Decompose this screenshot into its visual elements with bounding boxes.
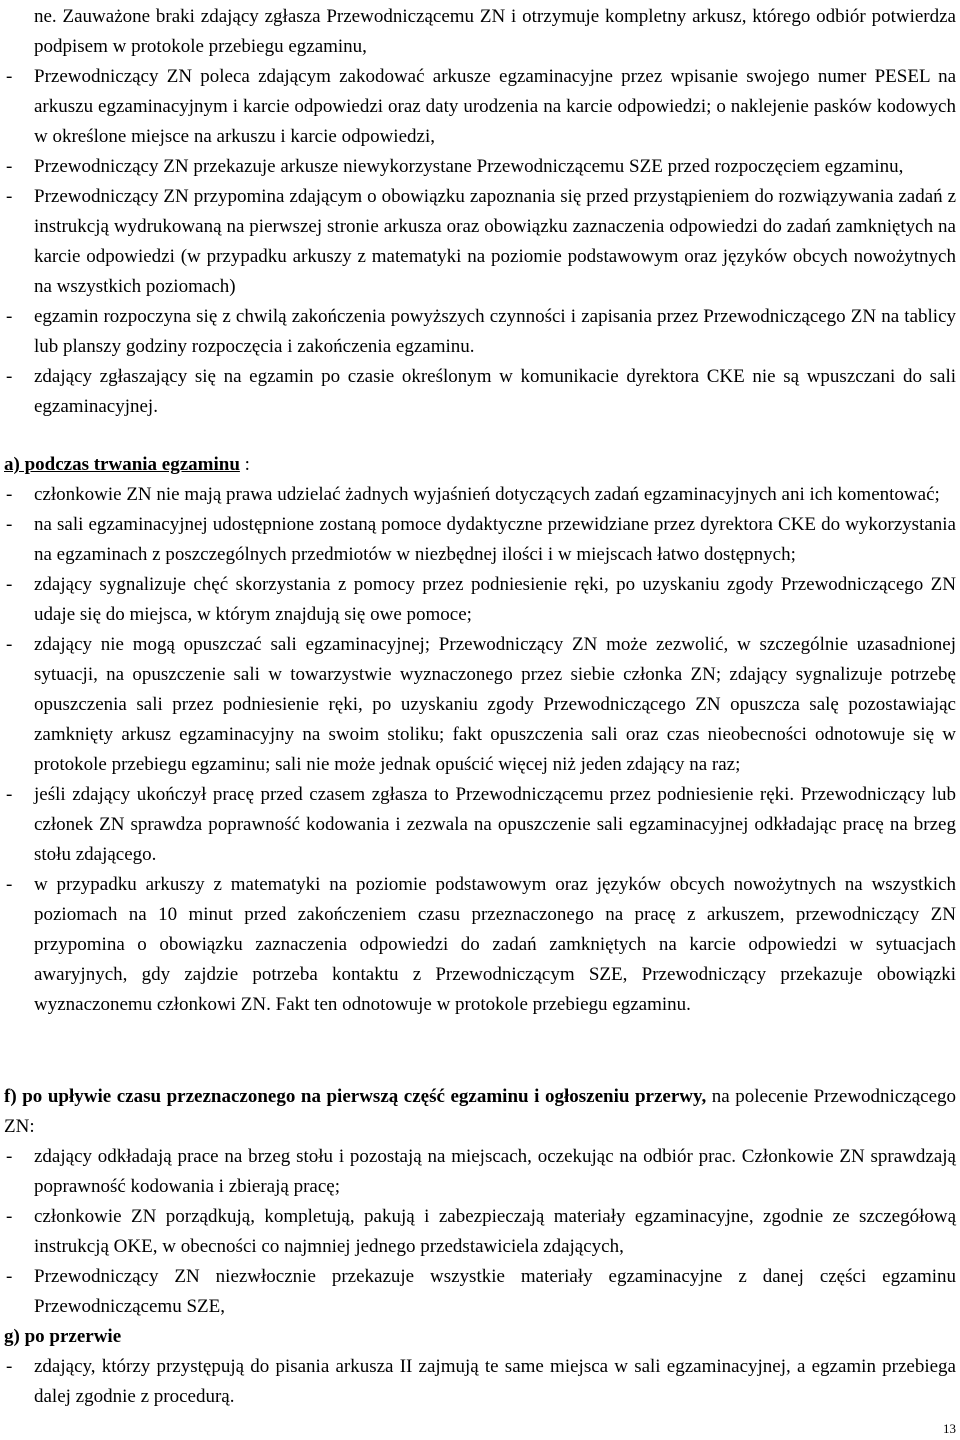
bullet-dash: - xyxy=(6,186,13,207)
spacer xyxy=(4,422,956,450)
list-item-text: egzamin rozpoczyna się z chwilą zakończenia powyższych czynności i zapisania przez Przewodniczącego ZN na tablicy lub planszy godziny rozpoczęcia i zakończenia egzaminu. xyxy=(34,306,956,357)
bullet-dash: - xyxy=(6,306,13,327)
bullet-dash: - xyxy=(6,484,13,505)
list-item xyxy=(4,510,956,570)
bullet-dash: - xyxy=(6,156,13,177)
list-item xyxy=(4,1352,956,1412)
list-item xyxy=(4,1202,956,1262)
section-heading xyxy=(4,1082,956,1142)
section-heading-suffix: na polecenie Przewodniczącego ZN: xyxy=(4,1086,957,1137)
list-item xyxy=(4,152,956,182)
bullet-dash: - xyxy=(6,1206,13,1227)
bullet-dash: - xyxy=(6,1266,13,1287)
document-page xyxy=(4,2,956,1412)
list-item-text: zdający odkładają prace na brzeg stołu i pozostają na miejscach, oczekując na odbiór prac. Członkowie ZN sprawdzają poprawność kodowania i zbierają pracę; xyxy=(34,1146,956,1197)
section-heading xyxy=(4,1322,956,1352)
bullet-dash: - xyxy=(6,874,13,895)
list-item-text: Przewodniczący ZN przekazuje arkusze niewykorzystane Przewodniczącemu SZE przed rozpoczęciem egzaminu, xyxy=(34,156,904,177)
section-a xyxy=(4,450,956,1020)
list-item-text: w przypadku arkuszy z matematyki na poziomie podstawowym oraz języków obcych nowożytnych na wszystkich poziomach na 10 minut przed zakończeniem czasu przeznaczonego na pracę z arkuszem, przewodniczący ZN przypomina o obowiązku zaznaczenia odpowiedzi do zadań zamkniętych na karcie odpowiedzi w sytuacjach awaryjnych, gdy zajdzie potrzeba kontaktu z Przewodniczącym SZE, Przewodniczący przekazuje obowiązki wyznaczonemu członkowi ZN. Fakt ten odnotowuje w protokole przebiegu egzaminu. xyxy=(34,874,956,1015)
section-heading-title: a) podczas trwania egzaminu xyxy=(4,454,240,475)
bullet-dash: - xyxy=(6,514,13,535)
list-item-text: zdający sygnalizuje chęć skorzystania z pomocy przez podniesienie ręki, po uzyskaniu zgody Przewodniczącego ZN udaje się do miejsca, w którym znajdują się owe pomoce; xyxy=(34,574,956,625)
section-heading-suffix: : xyxy=(239,454,250,475)
list-item-text: zdający nie mogą opuszczać sali egzaminacyjnej; Przewodniczący ZN może zezwolić, w szczególnie uzasadnionej sytuacji, na opuszczenie sali w towarzystwie wyznaczonego przez siebie członka ZN; zdający sygnalizuje potrzebę opuszczenia sali przez podniesienie ręki, po uzyskaniu zgody Przewodniczącego ZN opuszcza salę pozostawiając zamknięty arkusz egzaminacyjny na swoim stoliku; fakt opuszczenia sali oraz czas nieobecności odnotowuje się w protokole przebiegu egzaminu; sali nie może jednak opuścić więcej niż jeden zdający na raz; xyxy=(34,634,956,775)
bullet-dash: - xyxy=(6,574,13,595)
list-item-text: ne. Zauważone braki zdający zgłasza Przewodniczącemu ZN i otrzymuje kompletny arkusz, którego odbiór potwierdza podpisem w protokole przebiegu egzaminu, xyxy=(34,6,956,57)
spacer xyxy=(4,1020,956,1082)
bullet-dash: - xyxy=(6,1146,13,1167)
list-item xyxy=(4,302,956,362)
list-item xyxy=(4,630,956,780)
list-item-text: na sali egzaminacyjnej udostępnione zostaną pomoce dydaktyczne przewidziane przez dyrektora CKE do wykorzystania na egzaminach z poszczególnych przedmiotów w niezbędnej ilości i w miejscach łatwo dostępnych; xyxy=(34,514,956,565)
section-f xyxy=(4,1082,956,1322)
list-item-text: jeśli zdający ukończył pracę przed czasem zgłasza to Przewodniczącemu przez podniesienie ręki. Przewodniczący lub członek ZN sprawdza poprawność kodowania i zezwala na opuszczenie sali egzaminacyjnej odkładając pracę na brzeg stołu zdającego. xyxy=(34,784,956,865)
list-item xyxy=(4,1262,956,1322)
list-item xyxy=(4,870,956,1020)
section-heading-title: g) po przerwie xyxy=(4,1326,122,1347)
list-item xyxy=(4,2,956,62)
bullet-dash: - xyxy=(6,634,13,655)
list-item-text: zdający, którzy przystępują do pisania arkusza II zajmują te same miejsca w sali egzaminacyjnej, a egzamin przebiega dalej zgodnie z procedurą. xyxy=(34,1356,956,1407)
list-item-text: członkowie ZN nie mają prawa udzielać żadnych wyjaśnień dotyczących zadań egzaminacyjnych ani ich komentować; xyxy=(34,484,940,505)
section-heading xyxy=(4,450,956,480)
list-item-text: Przewodniczący ZN przypomina zdającym o obowiązku zapoznania się przed przystąpieniem do rozwiązywania zadań z instrukcją wydrukowaną na pierwszej stronie arkusza oraz obowiązku zaznaczenia odpowiedzi do zadań zamkniętych na karcie odpowiedzi (w przypadku arkuszy z matematyki na poziomie podstawowym oraz języków obcych nowożytnych na wszystkich poziomach) xyxy=(34,186,956,297)
intro-section xyxy=(4,2,956,422)
list-item xyxy=(4,182,956,302)
list-item xyxy=(4,480,956,510)
page-number: 13 xyxy=(943,1421,956,1436)
bullet-dash: - xyxy=(6,366,13,387)
list-item-text: Przewodniczący ZN niezwłocznie przekazuje wszystkie materiały egzaminacyjne z danej części egzaminu Przewodniczącemu SZE, xyxy=(34,1266,956,1317)
bullet-dash: - xyxy=(6,1356,13,1377)
list-item xyxy=(4,780,956,870)
section-heading-title: f) po upływie czasu przeznaczonego na pierwszą część egzaminu i ogłoszeniu przerwy, xyxy=(4,1086,707,1107)
list-item-text: Przewodniczący ZN poleca zdającym zakodować arkusze egzaminacyjne przez wpisanie swojego numer PESEL na arkuszu egzaminacyjnym i karcie odpowiedzi oraz daty urodzenia na karcie odpowiedzi; o naklejenie pasków kodowych w określone miejsce na arkuszu i karcie odpowiedzi, xyxy=(34,66,956,147)
list-item xyxy=(4,570,956,630)
list-item-text: członkowie ZN porządkują, kompletują, pakują i zabezpieczają materiały egzaminacyjne, zgodnie ze szczegółową instrukcją OKE, w obecności co najmniej jednego przedstawiciela zdających, xyxy=(34,1206,956,1257)
list-item xyxy=(4,1142,956,1202)
bullet-dash: - xyxy=(6,784,13,805)
list-item xyxy=(4,62,956,152)
bullet-dash: - xyxy=(6,66,13,87)
list-item xyxy=(4,362,956,422)
list-item-text: zdający zgłaszający się na egzamin po czasie określonym w komunikacie dyrektora CKE nie są wpuszczani do sali egzaminacyjnej. xyxy=(34,366,956,417)
section-g xyxy=(4,1322,956,1412)
